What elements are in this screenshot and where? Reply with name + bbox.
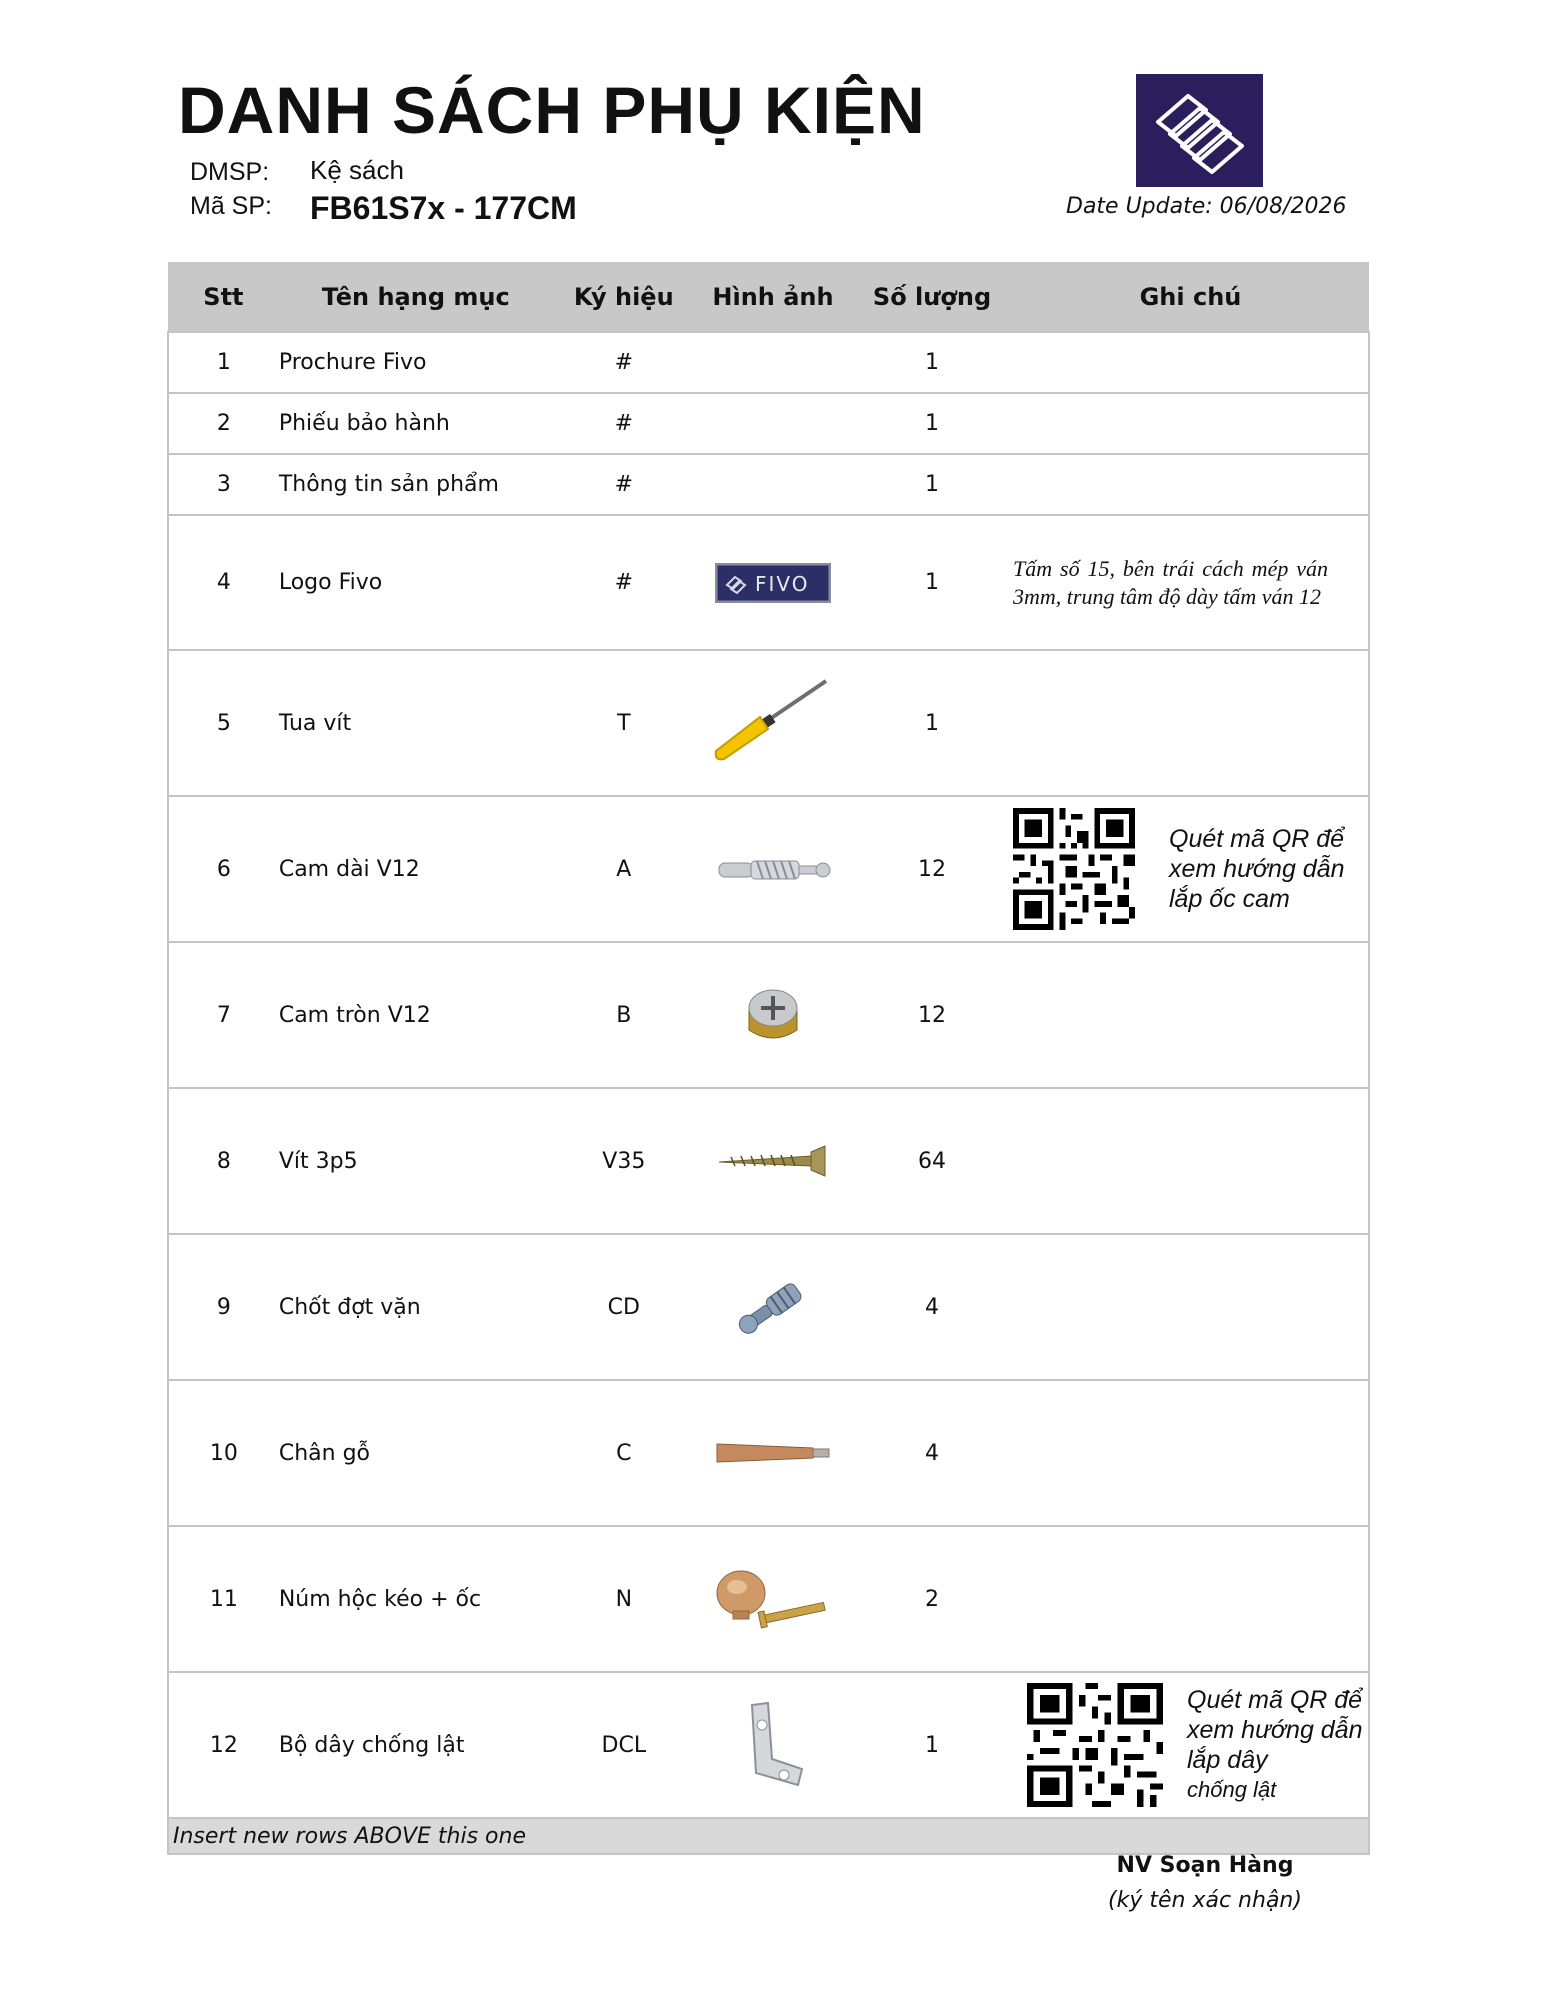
row-quantity: 1	[852, 650, 1012, 796]
table-row	[168, 1526, 1369, 1672]
qr-instruction-line: Quét mã QR để xem hướng dẫn lắp dây	[1187, 1686, 1363, 1774]
badge-text: FIVO	[754, 571, 810, 596]
table-row	[168, 515, 1369, 650]
row-image	[694, 1526, 852, 1672]
row-image	[694, 1672, 852, 1818]
table-row	[168, 942, 1369, 1088]
qr-instruction-line: chống lật	[1187, 1777, 1277, 1802]
row-quantity: 1	[852, 515, 1012, 650]
signature-note: (ký tên xác nhận)	[1108, 1888, 1302, 1913]
row-note	[1012, 393, 1369, 454]
row-symbol: V35	[554, 1088, 694, 1234]
row-quantity: 64	[852, 1088, 1012, 1234]
row-stt: 11	[168, 1526, 279, 1672]
wooden-leg-icon	[713, 1438, 833, 1468]
table-row	[168, 454, 1369, 515]
row-name: Chốt đợt vặn	[279, 1234, 554, 1380]
row-image	[694, 650, 852, 796]
qr-instruction	[1187, 1685, 1367, 1805]
row-quantity: 4	[852, 1234, 1012, 1380]
row-quantity: 1	[852, 393, 1012, 454]
row-image	[694, 393, 852, 454]
row-symbol: CD	[554, 1234, 694, 1380]
fivo-badge-icon	[715, 563, 831, 603]
dmsp-label: DMSP:	[190, 158, 270, 186]
row-stt: 1	[168, 332, 279, 393]
masp-label: Mã SP:	[190, 192, 272, 220]
row-symbol: C	[554, 1380, 694, 1526]
table-row	[168, 1672, 1369, 1818]
row-quantity: 1	[852, 1672, 1012, 1818]
row-name: Vít 3p5	[279, 1088, 554, 1234]
dmsp-value: Kệ sách	[310, 155, 404, 185]
table-row	[168, 1088, 1369, 1234]
date-update: Date Update: 06/08/2026	[1066, 194, 1347, 219]
row-note	[1012, 650, 1369, 796]
fivo-logo-icon	[1136, 74, 1263, 187]
page-title: DANH SÁCH PHỤ KIỆN	[178, 73, 926, 147]
column-header-name: Tên hạng mục	[279, 262, 554, 332]
row-symbol: #	[554, 515, 694, 650]
column-header-symbol: Ký hiệu	[554, 262, 694, 332]
row-stt: 5	[168, 650, 279, 796]
row-note	[1012, 796, 1369, 942]
row-name: Thông tin sản phẩm	[279, 454, 554, 515]
screwdriver-icon	[708, 673, 838, 773]
row-stt: 6	[168, 796, 279, 942]
table-row	[168, 332, 1369, 393]
column-header-image: Hình ảnh	[694, 262, 852, 332]
qr-instruction: Quét mã QR để xem hướng dẫn lắp ốc cam	[1169, 825, 1345, 913]
row-quantity: 2	[852, 1526, 1012, 1672]
row-note	[1012, 942, 1369, 1088]
row-name: Cam dài V12	[279, 796, 554, 942]
table-row	[168, 1234, 1369, 1380]
table-row	[168, 393, 1369, 454]
signature-block	[1100, 1853, 1310, 1913]
row-image	[694, 796, 852, 942]
table-row	[168, 796, 1369, 942]
accessory-table	[167, 262, 1370, 1855]
qr-code-icon[interactable]	[1013, 808, 1135, 930]
row-image	[694, 515, 852, 650]
row-name: Núm hộc kéo + ốc	[279, 1526, 554, 1672]
row-stt: 7	[168, 942, 279, 1088]
insert-hint: Insert new rows ABOVE this one	[168, 1818, 1369, 1854]
row-quantity: 12	[852, 942, 1012, 1088]
row-name: Bộ dây chống lật	[279, 1672, 554, 1818]
row-symbol: #	[554, 332, 694, 393]
row-name: Cam tròn V12	[279, 942, 554, 1088]
row-note	[1012, 332, 1369, 393]
column-header-stt: Stt	[168, 262, 279, 332]
table-row	[168, 1380, 1369, 1526]
column-header-quantity: Số lượng	[852, 262, 1012, 332]
row-stt: 2	[168, 393, 279, 454]
table-header-row	[168, 262, 1369, 332]
row-note	[1012, 1672, 1369, 1818]
row-note	[1012, 1088, 1369, 1234]
row-image	[694, 1380, 852, 1526]
row-symbol: #	[554, 393, 694, 454]
row-image	[694, 332, 852, 393]
signature-role: NV Soạn Hàng	[1116, 1853, 1294, 1878]
wood-screw-icon	[715, 1144, 831, 1178]
shelf-pin-icon	[735, 1277, 811, 1337]
row-symbol: A	[554, 796, 694, 942]
row-quantity: 12	[852, 796, 1012, 942]
row-symbol: N	[554, 1526, 694, 1672]
insert-hint-row	[168, 1818, 1369, 1854]
row-symbol: B	[554, 942, 694, 1088]
row-image	[694, 942, 852, 1088]
row-name: Prochure Fivo	[279, 332, 554, 393]
row-stt: 8	[168, 1088, 279, 1234]
row-symbol: DCL	[554, 1672, 694, 1818]
row-image	[694, 454, 852, 515]
column-header-note: Ghi chú	[1012, 262, 1369, 332]
row-stt: 10	[168, 1380, 279, 1526]
row-quantity: 1	[852, 332, 1012, 393]
row-note	[1012, 1526, 1369, 1672]
row-name: Logo Fivo	[279, 515, 554, 650]
row-note: Tấm số 15, bên trái cách mép ván 3mm, trung tâm độ dày tấm ván 12	[1012, 515, 1369, 650]
cam-lock-icon	[743, 984, 803, 1046]
long-cam-bolt-icon	[713, 849, 833, 889]
row-stt: 12	[168, 1672, 279, 1818]
row-name: Phiếu bảo hành	[279, 393, 554, 454]
row-note	[1012, 1380, 1369, 1526]
drawer-knob-icon	[713, 1567, 833, 1631]
masp-value: FB61S7x - 177CM	[310, 190, 577, 226]
row-image	[694, 1088, 852, 1234]
row-name: Tua vít	[279, 650, 554, 796]
table-row	[168, 650, 1369, 796]
qr-code-icon[interactable]	[1027, 1683, 1163, 1807]
angle-bracket-icon	[738, 1699, 808, 1791]
row-image	[694, 1234, 852, 1380]
row-quantity: 1	[852, 454, 1012, 515]
row-stt: 9	[168, 1234, 279, 1380]
row-stt: 4	[168, 515, 279, 650]
row-note	[1012, 1234, 1369, 1380]
row-stt: 3	[168, 454, 279, 515]
row-note	[1012, 454, 1369, 515]
row-quantity: 4	[852, 1380, 1012, 1526]
row-name: Chân gỗ	[279, 1380, 554, 1526]
row-symbol: #	[554, 454, 694, 515]
row-symbol: T	[554, 650, 694, 796]
